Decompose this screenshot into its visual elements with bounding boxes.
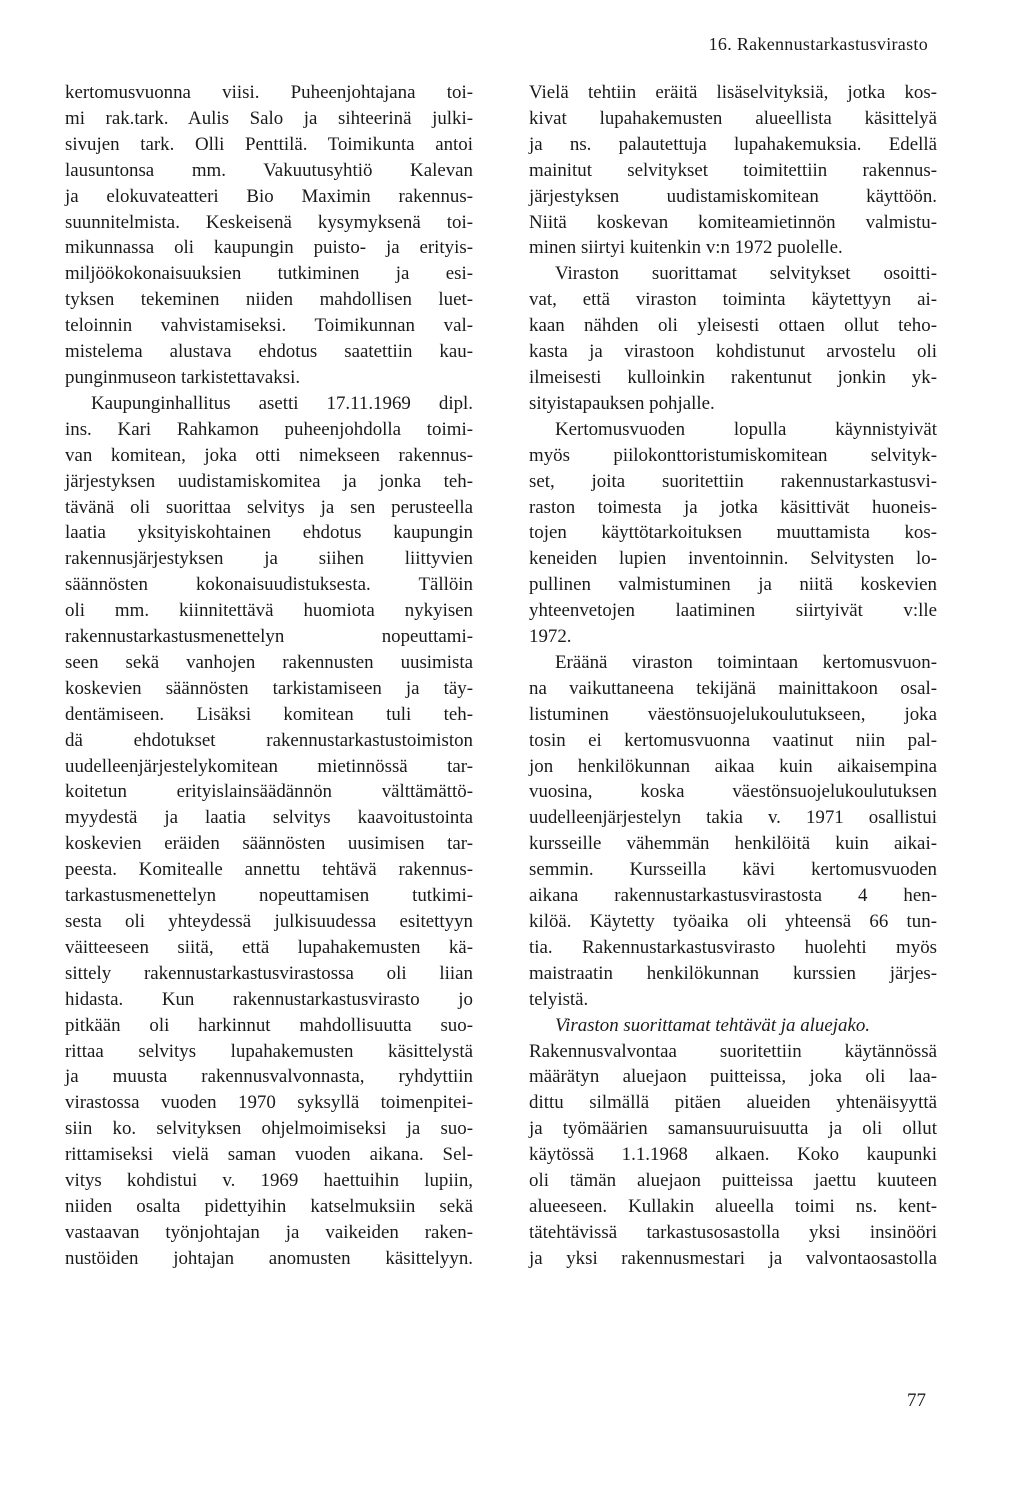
text-line: virastossa vuoden 1970 syksyllä toimenpitei- — [65, 1092, 473, 1114]
text-line: rakennusjärjestyksen ja siihen liittyvien — [65, 548, 473, 570]
text-line: vuosina, koska väestönsuojelukoulutuksen — [529, 781, 937, 803]
text-line: vastaavan työnjohtajan ja vaikeiden raken- — [65, 1221, 473, 1243]
text-line: järjestyksen uudistamiskomitean käyttöön. — [529, 185, 937, 207]
text-line: Niitä koskevan komiteamietinnön valmistu- — [529, 211, 937, 233]
text-line: rittaa selvitys lupahakemusten käsittelystä — [65, 1040, 473, 1062]
text-line: van komitean, joka otti nimekseen rakennus- — [65, 444, 473, 466]
text-line: koitetun erityislainsäädännön välttämättö- — [65, 781, 473, 803]
text-line: vat, että viraston toiminta käytettyyn ai- — [529, 289, 937, 311]
text-line: niiden osalta pidettyihin katselmuksiin sekä — [65, 1195, 473, 1217]
text-line: telyistä. — [529, 988, 589, 1010]
text-line: yhteenvetojen laatiminen siirtyivät v:lle — [529, 600, 937, 622]
text-line: ilmeisesti kulloinkin rakentunut jonkin yk- — [529, 366, 937, 388]
text-line: seen sekä vanhojen rakennusten uusimista — [65, 651, 473, 673]
text-line: alueeseen. Kullakin alueella toimi ns. kent- — [529, 1195, 937, 1217]
text-line: semmin. Kursseilla kävi kertomusvuoden — [529, 859, 937, 881]
text-line: ja muusta rakennusvalvonnasta, ryhdyttiin — [65, 1066, 473, 1088]
text-line: sivujen tark. Olli Penttilä. Toimikunta antoi — [65, 133, 473, 155]
text-line: käytössä 1.1.1968 alkaen. Koko kaupunki — [529, 1144, 937, 1166]
text-line: na vaikuttaneena tekijänä mainittakoon osal- — [529, 677, 937, 699]
text-line: Eräänä viraston toimintaan kertomusvuon- — [555, 651, 937, 673]
text-line: siin ko. selvityksen ohjelmoimiseksi ja suo- — [65, 1118, 473, 1140]
text-line: rakennustarkastusmenettelyn nopeuttami- — [65, 626, 473, 648]
text-line: punginmuseon tarkistettavaksi. — [65, 366, 301, 388]
text-line: minen siirtyi kuitenkin v:n 1972 puolelle. — [529, 237, 843, 259]
text-line: 1972. — [529, 626, 572, 648]
text-line: maistraatin henkilökunnan kurssien järjes- — [529, 962, 937, 984]
text-line: dentämiseen. Lisäksi komitean tuli teh- — [65, 703, 473, 725]
text-line: myydestä ja laatia selvitys kaavoitustointa — [65, 807, 473, 829]
text-line: keneiden lupien inventoinnin. Selvitysten lo- — [529, 548, 937, 570]
text-line: ja elokuvateatteri Bio Maximin rakennus- — [65, 185, 473, 207]
text-line: raston toimesta ja jotka käsittivät huoneis- — [529, 496, 937, 518]
text-line: tosin ei kertomusvuonna vaatinut niin pal- — [529, 729, 937, 751]
right-text-column — [529, 80, 937, 1272]
text-line: listuminen väestönsuojelukoulutukseen, joka — [529, 703, 937, 725]
text-line: sesta oli yhteydessä julkisuudessa esitettyyn — [65, 911, 473, 932]
text-line: aikana rakennustarkastusvirastosta 4 hen- — [529, 885, 937, 907]
text-line: Kaupunginhallitus asetti 17.11.1969 dipl. — [91, 392, 473, 414]
text-line: koskevien säännösten tarkistamiseen ja täy- — [65, 677, 473, 699]
text-line: Viraston suorittamat selvitykset osoitti- — [555, 263, 937, 285]
text-line: dittu silmällä pitäen alueiden yhtenäisyyttä — [529, 1092, 937, 1114]
text-line: tarkastusmenettelyn nopeuttamisen tutkimi- — [65, 885, 473, 907]
text-line: tia. Rakennustarkastusvirasto huolehti myös — [529, 936, 937, 958]
text-line: uudelleenjärjestelyn takia v. 1971 osallistui — [529, 807, 937, 829]
text-line: kursseille vähemmän henkilöitä kuin aikai- — [529, 833, 937, 855]
text-line: pitkään oli harkinnut mahdollisuutta suo- — [65, 1014, 473, 1036]
text-line: uudelleenjärjestelykomitean mietinnössä tar- — [65, 755, 473, 777]
text-line: dä ehdotukset rakennustarkastustoimiston — [65, 729, 473, 751]
text-line: kaan nähden oli yleisesti ottaen ollut teho- — [529, 315, 937, 337]
text-line: tävänä oli suorittaa selvitys ja sen perusteella — [65, 496, 473, 518]
text-line: oli mm. kiinnitettävä huomiota nykyisen — [65, 600, 473, 622]
text-line: miljöökokonaisuuksien tutkiminen ja esi- — [65, 263, 473, 285]
running-title: 16. Rakennustarkastusvirasto — [708, 34, 928, 54]
text-line: mikunnassa oli kaupungin puisto- ja erityis- — [65, 237, 473, 259]
text-line: koskevien eräiden säännösten uusimisen tar- — [65, 833, 473, 855]
text-line: ins. Kari Rahkamon puheenjohdolla toimi- — [65, 418, 473, 440]
left-text-column — [65, 80, 473, 1272]
text-line: Kertomusvuoden lopulla käynnistyivät — [555, 418, 937, 440]
text-line: järjestyksen uudistamiskomitea ja jonka teh- — [65, 470, 473, 492]
text-line: myös piilokonttoristumiskomitean selvityk- — [529, 444, 937, 466]
text-line: kertomusvuonna viisi. Puheenjohtajana toi- — [65, 82, 473, 103]
text-line: määrätyn aluejaon puitteissa, joka oli laa- — [529, 1066, 937, 1088]
text-line: kasta ja virastoon kohdistunut arvostelu oli — [529, 341, 937, 363]
text-line: tojen käyttötarkoituksen muuttamista kos- — [529, 522, 937, 544]
text-line: Rakennusvalvontaa suoritettiin käytännössä — [529, 1040, 937, 1062]
text-line: hidasta. Kun rakennustarkastusvirasto jo — [65, 988, 473, 1010]
text-line: rittamiseksi vielä saman vuoden aikana. Sel- — [65, 1144, 473, 1166]
text-line: vitys kohdistui v. 1969 haettuihin lupiin, — [65, 1170, 473, 1192]
text-line: nustöiden johtajan anomusten käsittelyyn. — [65, 1247, 473, 1269]
text-line: kilöä. Käytetty työaika oli yhteensä 66 tun- — [529, 911, 937, 932]
text-line: kivat lupahakemusten alueellista käsittelyä — [529, 107, 937, 129]
text-line: mi rak.tark. Aulis Salo ja sihteerinä julki- — [65, 107, 473, 129]
text-line: teloinnin vahvistamiseksi. Toimikunnan val- — [65, 315, 473, 337]
page-number: 77 — [907, 1390, 926, 1411]
text-line: ja ns. palautettuja lupahakemuksia. Edellä — [529, 133, 937, 155]
text-line: suunnitelmista. Keskeisenä kysymyksenä toi- — [65, 211, 473, 233]
text-line: väitteeseen siitä, että lupahakemusten kä- — [65, 936, 473, 958]
text-line: ja yksi rakennusmestari ja valvontaosastolla — [529, 1247, 937, 1269]
text-line: sityistapauksen pohjalle. — [529, 392, 715, 414]
text-line: tyksen tekeminen niiden mahdollisen luet- — [65, 289, 473, 311]
section-heading: Viraston suorittamat tehtävät ja aluejako. — [555, 1014, 870, 1036]
text-line: Vielä tehtiin eräitä lisäselvityksiä, jotka kos- — [529, 82, 937, 103]
text-line: oli tämän aluejaon puitteissa jaettu kuuteen — [529, 1170, 937, 1192]
text-line: ja työmäärien samansuuruisuutta ja oli ollut — [529, 1118, 937, 1140]
text-line: säännösten kokonaisuudistuksesta. Tällöin — [65, 574, 473, 596]
text-line: tätehtävissä tarkastusosastolla yksi insinööri — [529, 1221, 937, 1243]
text-line: laatia yksityiskohtainen ehdotus kaupungin — [65, 522, 473, 544]
text-line: mainitut selvitykset toimitettiin rakennus- — [529, 159, 937, 181]
text-line: mistelema alustava ehdotus saatettiin kau- — [65, 341, 473, 363]
text-line: jon henkilökunnan aikaa kuin aikaisempina — [529, 755, 937, 777]
text-line: set, joita suoritettiin rakennustarkastusvi- — [529, 470, 937, 492]
text-line: peesta. Komitealle annettu tehtävä rakennus- — [65, 859, 473, 881]
text-line: pullinen valmistuminen ja niitä koskevien — [529, 574, 937, 596]
text-line: sittely rakennustarkastusvirastossa oli liian — [65, 962, 473, 984]
text-line: lausuntonsa mm. Vakuutusyhtiö Kalevan — [65, 159, 473, 181]
